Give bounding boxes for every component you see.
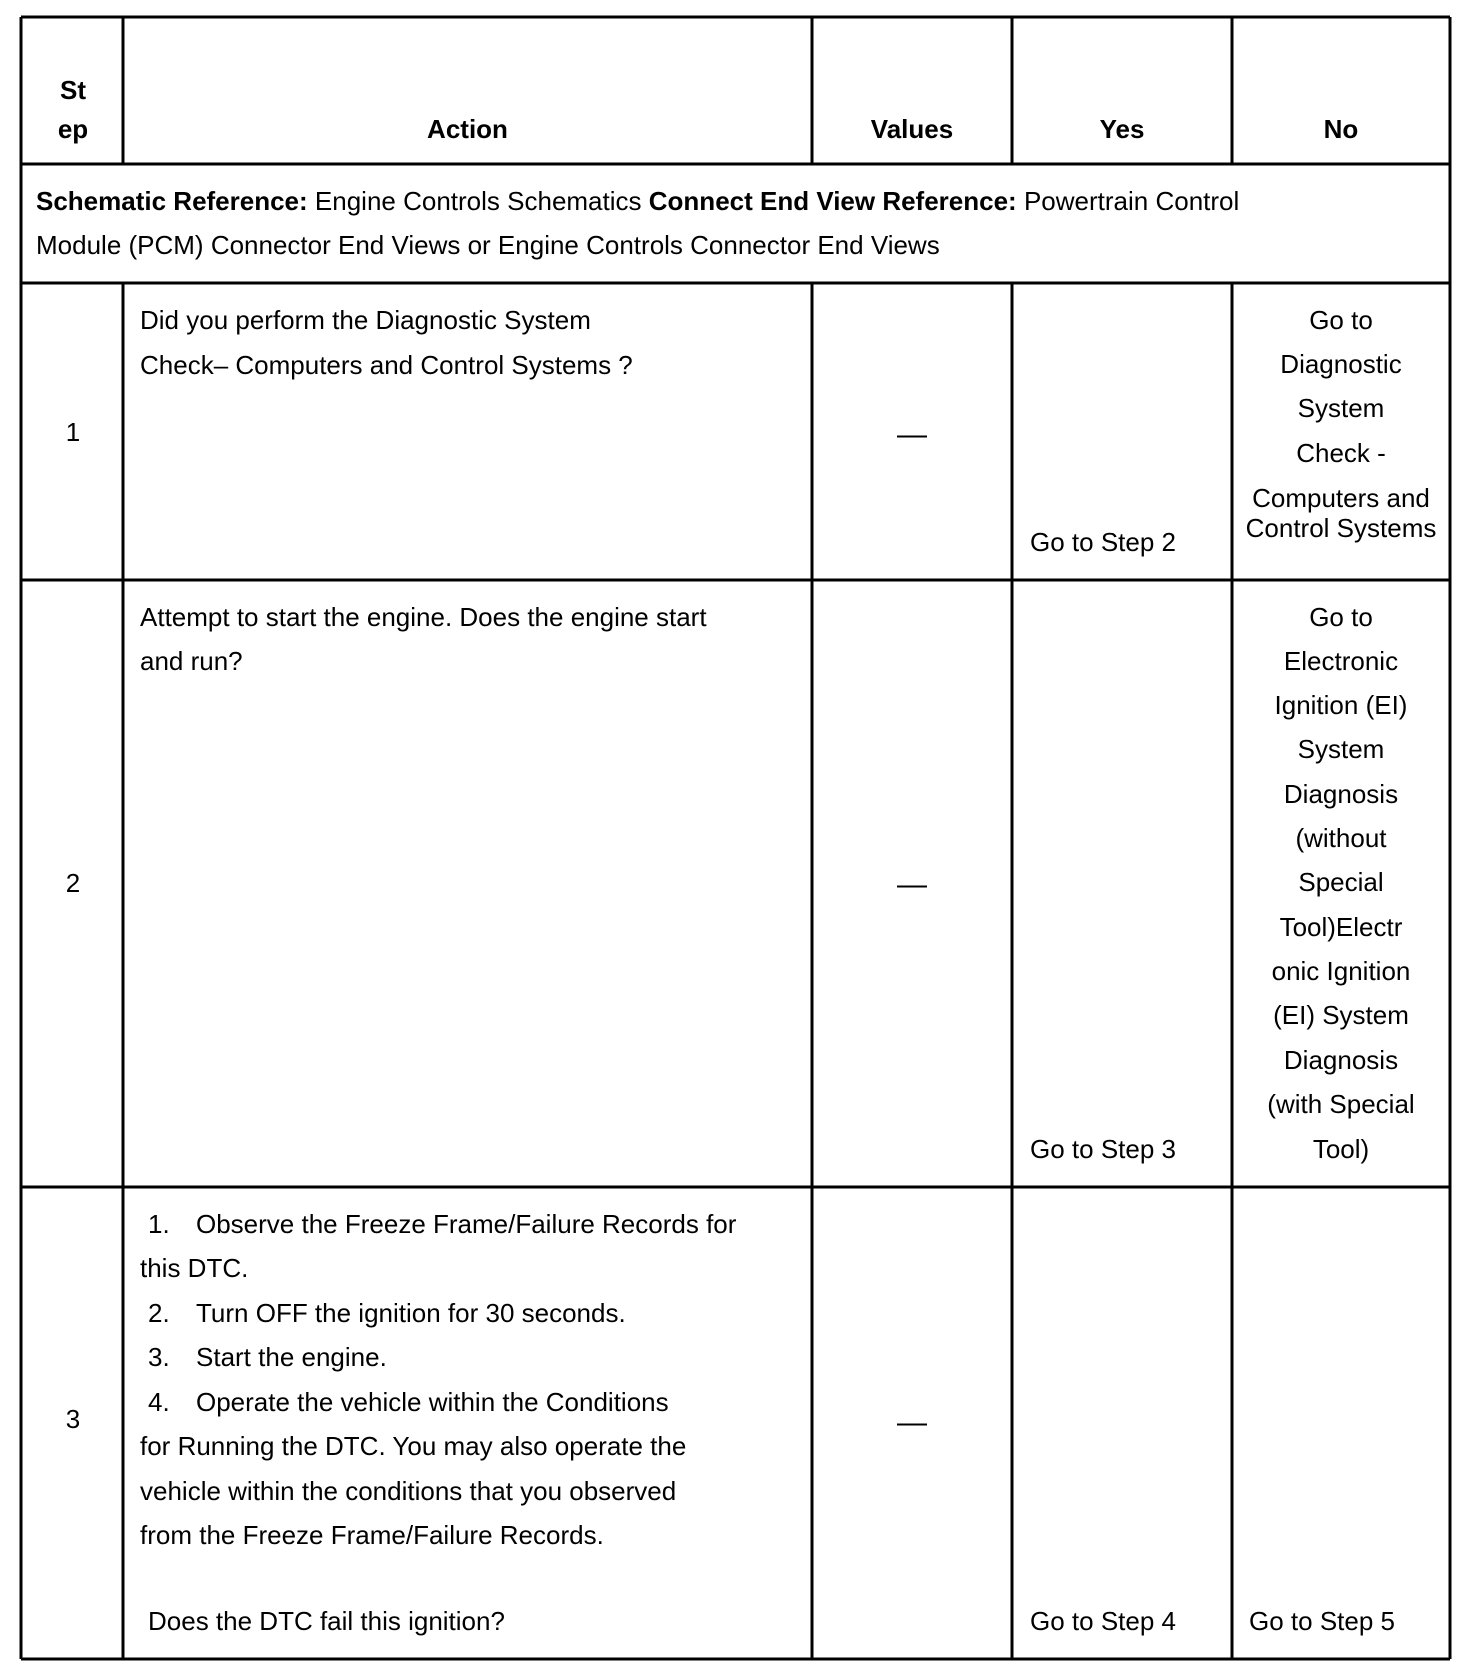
- row2-no-line5: Diagnosis: [1283, 779, 1399, 809]
- row3-action-item2-number: 2.: [148, 1298, 170, 1328]
- row2-no-line11: Diagnosis: [1283, 1045, 1399, 1075]
- row3-action-item4-number: 4.: [148, 1387, 170, 1417]
- row1-no-line6: Control Systems: [1245, 513, 1437, 543]
- row2-no-line1: Go to: [1309, 602, 1373, 632]
- row2-no-line9: onic Ignition: [1271, 956, 1411, 986]
- row2-no-line13: Tool): [1312, 1134, 1370, 1164]
- row2-no-line10: (EI) System: [1273, 1000, 1409, 1030]
- row2-no-line3: Ignition (EI): [1274, 690, 1408, 720]
- row3-value: —: [897, 1406, 927, 1439]
- row1-yes: Go to Step 2: [1030, 527, 1176, 557]
- row2-step: 2: [65, 868, 81, 898]
- connector-reference-label: Connect End View Reference:: [648, 186, 1017, 216]
- row2-no-line4: System: [1297, 734, 1385, 764]
- row3-action-item4-cont2: vehicle within the conditions that you observed: [140, 1476, 677, 1506]
- row2-no-line8: Tool)Electr: [1279, 912, 1403, 942]
- row3-action-item3-number: 3.: [148, 1342, 170, 1372]
- row1-value: —: [897, 418, 927, 451]
- row1-no-line5: Computers and: [1252, 483, 1430, 513]
- header-step-line2: ep: [57, 114, 89, 144]
- row3-action-item4-cont3: from the Freeze Frame/Failure Records.: [140, 1520, 604, 1550]
- row3-yes: Go to Step 4: [1030, 1606, 1176, 1636]
- row2-value: —: [897, 868, 927, 901]
- row3-action-item4: [140, 1380, 669, 1424]
- row2-no-line2: Electronic: [1283, 646, 1399, 676]
- row3-no: Go to Step 5: [1249, 1606, 1395, 1636]
- row3-action-item1-cont: this DTC.: [140, 1253, 249, 1283]
- connector-reference-value: Powertrain Control: [1023, 186, 1240, 216]
- row1-action-line2: Check– Computers and Control Systems ?: [140, 350, 633, 380]
- schematic-reference-value: Engine Controls Schematics: [314, 186, 642, 216]
- row2-no-line12: (with Special: [1267, 1089, 1415, 1119]
- header-step-line1: St: [60, 75, 86, 105]
- row3-action-item1-text: Observe the Freeze Frame/Failure Records for: [196, 1209, 737, 1239]
- row1-no-line2: Diagnostic: [1280, 349, 1402, 379]
- row3-action-item4-text: Operate the vehicle within the Conditions: [196, 1387, 669, 1417]
- row3-action-item2-text: Turn OFF the ignition for 30 seconds.: [196, 1298, 626, 1328]
- row3-action-item4-cont1: for Running the DTC. You may also operate the: [140, 1431, 687, 1461]
- row1-action-line1: Did you perform the Diagnostic System: [140, 305, 591, 335]
- row2-no-line6: (without: [1295, 823, 1387, 853]
- reference-line-2: Module (PCM) Connector End Views or Engine Controls Connector End Views: [36, 230, 940, 260]
- row1-no-line3: System: [1297, 393, 1385, 423]
- row1-no-line1: Go to: [1309, 305, 1373, 335]
- header-values: Values: [870, 114, 954, 144]
- header-no: No: [1323, 114, 1359, 144]
- row3-question: Does the DTC fail this ignition?: [148, 1606, 505, 1636]
- row2-yes: Go to Step 3: [1030, 1134, 1176, 1164]
- row1-step: 1: [65, 417, 81, 447]
- row3-step: 3: [65, 1404, 81, 1434]
- reference-line-1: [36, 179, 1239, 223]
- row3-action-item3-text: Start the engine.: [196, 1342, 387, 1372]
- row3-action-item3: [140, 1335, 387, 1379]
- row1-no-line4: Check -: [1296, 438, 1386, 468]
- row3-action-item1-number: 1.: [148, 1209, 170, 1239]
- schematic-reference-label: Schematic Reference:: [36, 186, 308, 216]
- row3-action-item2: [140, 1291, 626, 1335]
- row3-action-item1: [140, 1202, 736, 1246]
- row2-action-line1: Attempt to start the engine. Does the engine start: [140, 602, 707, 632]
- header-yes: Yes: [1099, 114, 1145, 144]
- row2-no-line7: Special: [1298, 867, 1384, 897]
- header-action: Action: [427, 114, 508, 144]
- row2-action-line2: and run?: [140, 646, 243, 676]
